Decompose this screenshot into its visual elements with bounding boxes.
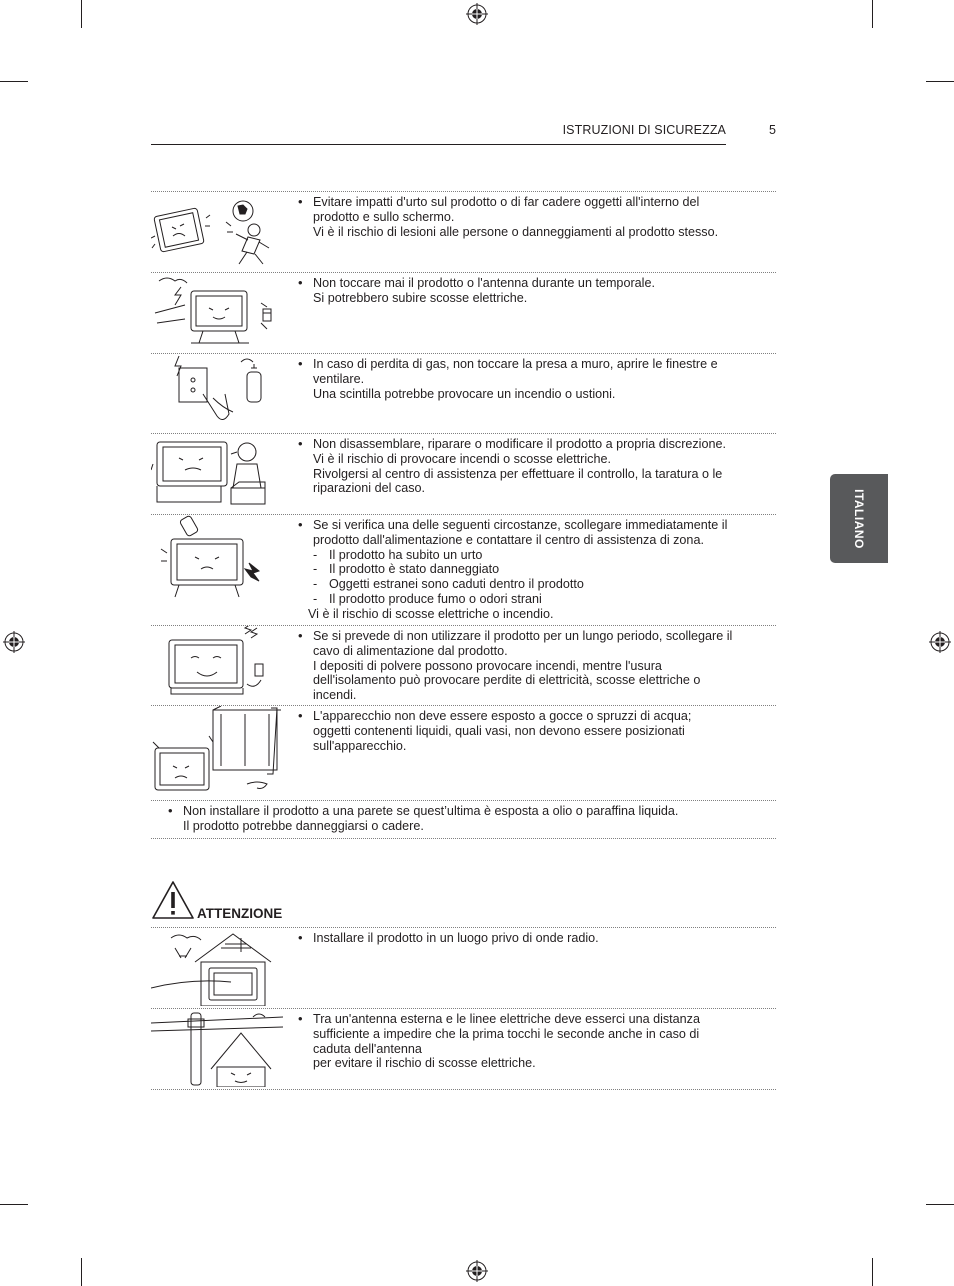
warning-bullet: • Non disassemblare, riparare o modificare il prodotto a propria discrezione.	[298, 437, 768, 452]
warning-line: prodotto e sullo schermo.	[313, 209, 455, 224]
safety-illustration-icon	[151, 192, 283, 270]
warning-text	[298, 1012, 768, 1071]
safety-illustration-icon	[151, 706, 283, 796]
divider	[151, 838, 776, 839]
warning-bullet: • In caso di perdita di gas, non toccare la presa a muro, aprire le finestre e	[298, 357, 768, 372]
warning-line: Vi è il rischio di lesioni alle persone o danneggiamenti al prodotto stesso.	[313, 224, 719, 239]
warning-row	[151, 706, 776, 800]
header-rule	[151, 144, 726, 145]
safety-illustration-icon	[151, 515, 283, 605]
warning-bullet: • Evitare impatti d'urto sul prodotto o di far cadere oggetti all'interno del	[298, 195, 768, 210]
safety-illustration-icon	[151, 928, 283, 1006]
warning-row	[151, 354, 776, 433]
crop-mark	[926, 81, 954, 82]
warning-row	[151, 434, 776, 514]
warning-row	[151, 626, 776, 705]
warning-line: cavo di alimentazione dal prodotto.	[313, 643, 508, 658]
page-header	[151, 123, 776, 145]
crop-mark	[926, 1204, 954, 1205]
crop-mark	[0, 81, 28, 82]
warning-line: Vi è il rischio di scosse elettriche o incendio.	[308, 606, 554, 621]
language-tab	[830, 474, 888, 563]
warning-triangle-icon	[151, 880, 195, 920]
caution-label: ATTENZIONE	[197, 906, 283, 921]
warning-line: ventilare.	[313, 371, 365, 386]
warning-text	[298, 518, 768, 622]
warning-row	[151, 273, 776, 353]
crop-mark	[81, 1258, 82, 1286]
warning-text	[298, 629, 768, 703]
warning-text	[298, 709, 768, 753]
divider	[151, 800, 776, 801]
warning-line: dell'isolamento può provocare perdite di elettricità, scosse elettriche o	[313, 673, 701, 688]
warning-line: Vi è il rischio di provocare incendi o scosse elettriche.	[313, 451, 611, 466]
warning-bullet: • Se si prevede di non utilizzare il prodotto per un lungo periodo, scollegare il	[298, 629, 768, 644]
warning-bullet: • L'apparecchio non deve essere esposto a gocce o spruzzi di acqua;	[298, 709, 768, 724]
crop-mark	[872, 1258, 873, 1286]
warning-line: oggetti contenenti liquidi, quali vasi, non devono essere posizionati	[313, 723, 685, 738]
warning-bullet: • Non toccare mai il prodotto o l'antenna durante un temporale.	[298, 276, 768, 291]
warning-line: - Oggetti estranei sono caduti dentro il prodotto	[298, 577, 768, 592]
warning-line: prodotto dall'alimentazione e contattare il centro di assistenza di zona.	[313, 532, 704, 547]
warning-line: caduta dell'antenna	[313, 1041, 422, 1056]
warning-text	[298, 437, 768, 496]
safety-illustration-icon	[151, 1009, 283, 1087]
warning-line: Si potrebbero subire scosse elettriche.	[313, 290, 528, 305]
warning-row	[151, 1009, 776, 1089]
warning-line: Rivolgersi al centro di assistenza per effettuare il controllo, la taratura o le	[313, 466, 723, 481]
warning-text	[298, 276, 768, 306]
notice-line: • Non installare il prodotto a una parete se quest’ultima è esposta a olio o paraffina liquida.	[168, 804, 768, 819]
warning-line: incendi.	[313, 688, 357, 703]
warning-text	[298, 195, 768, 239]
safety-illustration-icon	[151, 434, 283, 512]
warning-row	[151, 192, 776, 272]
warning-line: I depositi di polvere possono provocare incendi, mentre l'usura	[313, 658, 662, 673]
section-title: ISTRUZIONI DI SICUREZZA	[562, 123, 726, 137]
warning-line: sull'apparecchio.	[313, 738, 407, 753]
warning-line: riparazioni del caso.	[313, 481, 426, 496]
warning-row	[151, 928, 776, 1008]
safety-illustration-icon	[151, 354, 283, 431]
warning-row	[151, 515, 776, 625]
safety-illustration-icon	[151, 273, 283, 351]
crop-mark	[81, 0, 82, 28]
warning-text	[298, 931, 768, 946]
warning-line: - Il prodotto è stato danneggiato	[298, 562, 768, 577]
notice-line: Il prodotto potrebbe danneggiarsi o cadere.	[183, 818, 424, 833]
registration-mark-icon	[3, 631, 25, 653]
caution-heading	[151, 880, 283, 921]
registration-mark-icon	[929, 631, 951, 653]
notice-text	[168, 804, 768, 834]
divider	[151, 1089, 776, 1090]
warning-bullet: • Se si verifica una delle seguenti circostanze, scollegare immediatamente il	[298, 518, 768, 533]
language-tab-label: ITALIANO	[852, 488, 866, 549]
warning-line: sufficiente a impedire che la prima tocchi le seconde anche in caso di	[313, 1026, 700, 1041]
safety-illustration-icon	[151, 626, 283, 703]
registration-mark-icon	[466, 1260, 488, 1282]
warning-line: - Il prodotto ha subito un urto	[298, 548, 768, 563]
warning-line: - Il prodotto produce fumo o odori strani	[298, 592, 768, 607]
warning-text	[298, 357, 768, 401]
registration-mark-icon	[466, 3, 488, 25]
crop-mark	[0, 1204, 28, 1205]
warning-line: Una scintilla potrebbe provocare un incendio o ustioni.	[313, 386, 616, 401]
page-number: 5	[769, 123, 776, 137]
crop-mark	[872, 0, 873, 28]
warning-line: per evitare il rischio di scosse elettriche.	[313, 1056, 536, 1071]
warning-bullet: • Tra un'antenna esterna e le linee elettriche deve esserci una distanza	[298, 1012, 768, 1027]
warning-bullet: • Installare il prodotto in un luogo privo di onde radio.	[298, 931, 768, 946]
